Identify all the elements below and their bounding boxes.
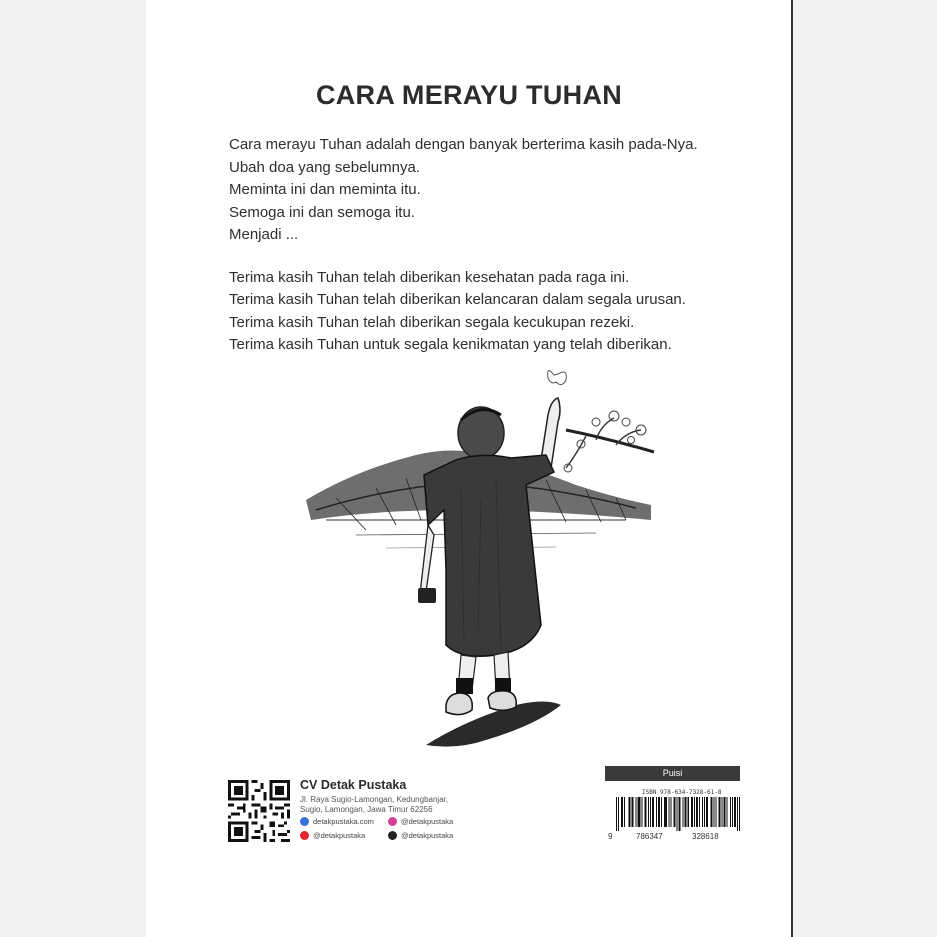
youtube-icon [300, 831, 309, 840]
barcode-bar [653, 797, 654, 827]
publisher-info [228, 778, 588, 848]
address-line: Jl. Raya Sugio-Lamongan, Kedungbanjar, [300, 795, 449, 804]
barcode-bar [642, 797, 643, 827]
barcode-bar [706, 797, 707, 827]
barcode-digit-lead: 9 [608, 832, 613, 841]
barcode-bar [668, 797, 669, 827]
social-youtube [300, 831, 365, 840]
barcode-bar [631, 797, 632, 827]
barcode-bar [670, 797, 671, 827]
barcode-bar [652, 797, 653, 827]
barcode-bar [666, 797, 667, 827]
barcode-bar [688, 797, 689, 827]
barcode-bar [727, 797, 728, 827]
poem-line: Terima kasih Tuhan telah diberikan kelancaran dalam segala urusan. [229, 291, 686, 308]
barcode-bar [734, 797, 735, 827]
poem-line: Semoga ini dan semoga itu. [229, 203, 415, 221]
barcode-bar [624, 797, 625, 827]
barcode-bar [621, 797, 622, 827]
barcode-bar [683, 797, 684, 827]
barcode-bar [711, 797, 712, 827]
poem-line: Terima kasih Tuhan telah diberikan segala kecukupan rezeki. [229, 313, 635, 331]
barcode-bar [640, 797, 641, 827]
barcode-bar [629, 797, 630, 827]
barcode-bar [704, 797, 705, 827]
lower-arm [421, 525, 434, 592]
globe-icon [300, 817, 309, 826]
publisher-name: CV Detak Pustaka [300, 778, 407, 792]
barcode-bar [732, 797, 733, 827]
barcode-bar [696, 797, 697, 827]
tiktok-icon [388, 831, 397, 840]
barcode-bar [699, 797, 700, 827]
poem-stanza-2 [229, 267, 769, 357]
barcode-bar [632, 797, 633, 827]
qr-code [228, 780, 290, 842]
barcode-bar [720, 797, 721, 827]
social-tiktok [388, 831, 453, 840]
butterfly-icon [548, 371, 567, 385]
barcode-bar [735, 797, 736, 827]
book-back-cover [146, 0, 792, 937]
barcode-bar [659, 797, 660, 827]
isbn-barcode [616, 797, 740, 831]
barcode-bar [661, 797, 662, 827]
barcode-bar [635, 797, 636, 827]
isbn-label: ISBN 978-634-7328-61-8 [642, 789, 722, 796]
website-text: detakpustaka.com [313, 817, 374, 826]
barcode-bar [702, 797, 703, 827]
barcode-bar [715, 797, 716, 827]
barcode-digits-left: 786347 [636, 832, 663, 841]
barcode-bar [618, 797, 619, 831]
barcode-bar [639, 797, 640, 827]
barcode-bar [676, 797, 677, 831]
barcode-bar [658, 797, 659, 827]
barcode-bar [628, 797, 629, 827]
barcode-bar [685, 797, 686, 827]
barcode-bar [650, 797, 651, 827]
barcode-bar [674, 797, 675, 827]
poem [229, 134, 769, 377]
barcode-bar [665, 797, 666, 827]
barcode-bar [616, 797, 617, 831]
publisher-address [300, 795, 500, 815]
barcode-bar [710, 797, 711, 827]
barcode-bar [638, 797, 639, 827]
barcode-bar [673, 797, 674, 827]
barcode-bar [645, 797, 646, 827]
youtube-text: @detakpustaka [313, 831, 366, 840]
camera-icon [418, 588, 436, 603]
barcode-bar [722, 797, 723, 827]
barcode-bar [648, 797, 649, 827]
barcode-bar [691, 797, 692, 827]
barcode-bar [646, 797, 647, 827]
instagram-text: @detakpustaka [401, 817, 454, 826]
poem-line: Cara merayu Tuhan adalah dengan banyak berterima kasih pada-Nya. [229, 136, 698, 153]
barcode-bar [707, 797, 708, 827]
barcode-bar [737, 797, 738, 831]
page-title: CARA MERAYU TUHAN [315, 80, 623, 110]
barcode-bar [739, 797, 740, 831]
barcode-bar [664, 797, 665, 827]
barcode-bar [694, 797, 695, 827]
barcode-bar [713, 797, 714, 827]
barcode-bar [725, 797, 726, 827]
barcode-bar [692, 797, 693, 827]
barcode-digits-right: 328618 [692, 832, 719, 841]
social-instagram [388, 817, 453, 826]
barcode-bar [656, 797, 657, 827]
poem-line: Terima kasih Tuhan telah diberikan kesehatan pada raga ini. [229, 268, 630, 286]
poem-line: Menjadi ... [229, 226, 299, 243]
head [458, 407, 504, 459]
barcode-bar [622, 797, 623, 827]
branch-sketch [564, 411, 654, 472]
poem-line: Ubah doa yang sebelumnya. [229, 158, 420, 176]
poem-stanza-1 [229, 134, 769, 247]
poem-line: Meminta ini dan meminta itu. [229, 181, 421, 198]
poem-line: Terima kasih Tuhan untuk segala kenikmatan yang telah diberikan. [229, 336, 672, 353]
cover-illustration [296, 360, 666, 755]
barcode-bar [724, 797, 725, 827]
genre-badge: Puisi [605, 766, 740, 781]
barcode-bar [730, 797, 731, 827]
instagram-icon [388, 817, 397, 826]
barcode-bar [679, 797, 680, 831]
page-edge [791, 0, 793, 937]
social-website [300, 817, 374, 826]
barcode-bar [697, 797, 698, 827]
tiktok-text: @detakpustaka [401, 831, 454, 840]
barcode-bar [718, 797, 719, 827]
address-line: Sugio, Lamongan, Jawa Timur 62256 [300, 805, 433, 814]
barcode-bar [686, 797, 687, 827]
barcode-bar [680, 797, 681, 831]
